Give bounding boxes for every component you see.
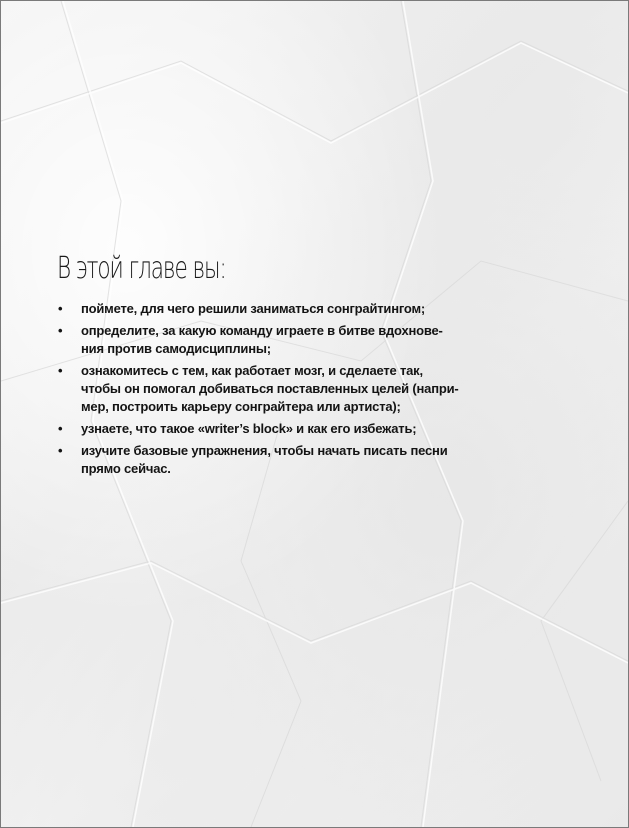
- bullet-text-line: изучите базовые упражнения, чтобы начать писать песни: [81, 443, 448, 458]
- bullet-text-line: мер, построить карьеру сонграйтера или артиста);: [81, 399, 401, 414]
- bullet-text-line: чтобы он помогал добиваться поставленных целей (напри-: [81, 381, 459, 396]
- bullet-dot-icon: •: [58, 363, 63, 378]
- bullet-dot-icon: •: [58, 301, 63, 316]
- bullet-list: [57, 300, 527, 478]
- bullet-item: [57, 300, 527, 318]
- bullet-text-line: определите, за какую команду играете в битве вдохнове-: [81, 323, 443, 338]
- bullet-dot-icon: •: [58, 421, 63, 436]
- chapter-heading: В этой главе вы:: [57, 251, 226, 286]
- bullet-item: [57, 420, 527, 438]
- bullet-text-line: ознакомитесь с тем, как работает мозг, и сделаете так,: [81, 363, 423, 378]
- bullet-item: [57, 322, 527, 358]
- bullet-item: [57, 362, 527, 416]
- bullet-text-line: прямо сейчас.: [81, 461, 171, 476]
- bullet-dot-icon: •: [58, 443, 63, 458]
- bullet-text-line: узнаете, что такое «writer’s block» и как его избежать;: [81, 421, 417, 436]
- bullet-text-line: ния против самодисциплины;: [81, 341, 271, 356]
- chapter-intro: [57, 251, 527, 482]
- bullet-text-line: поймете, для чего решили заниматься сонграйтингом;: [81, 301, 426, 316]
- bullet-item: [57, 442, 527, 478]
- bullet-dot-icon: •: [58, 323, 63, 338]
